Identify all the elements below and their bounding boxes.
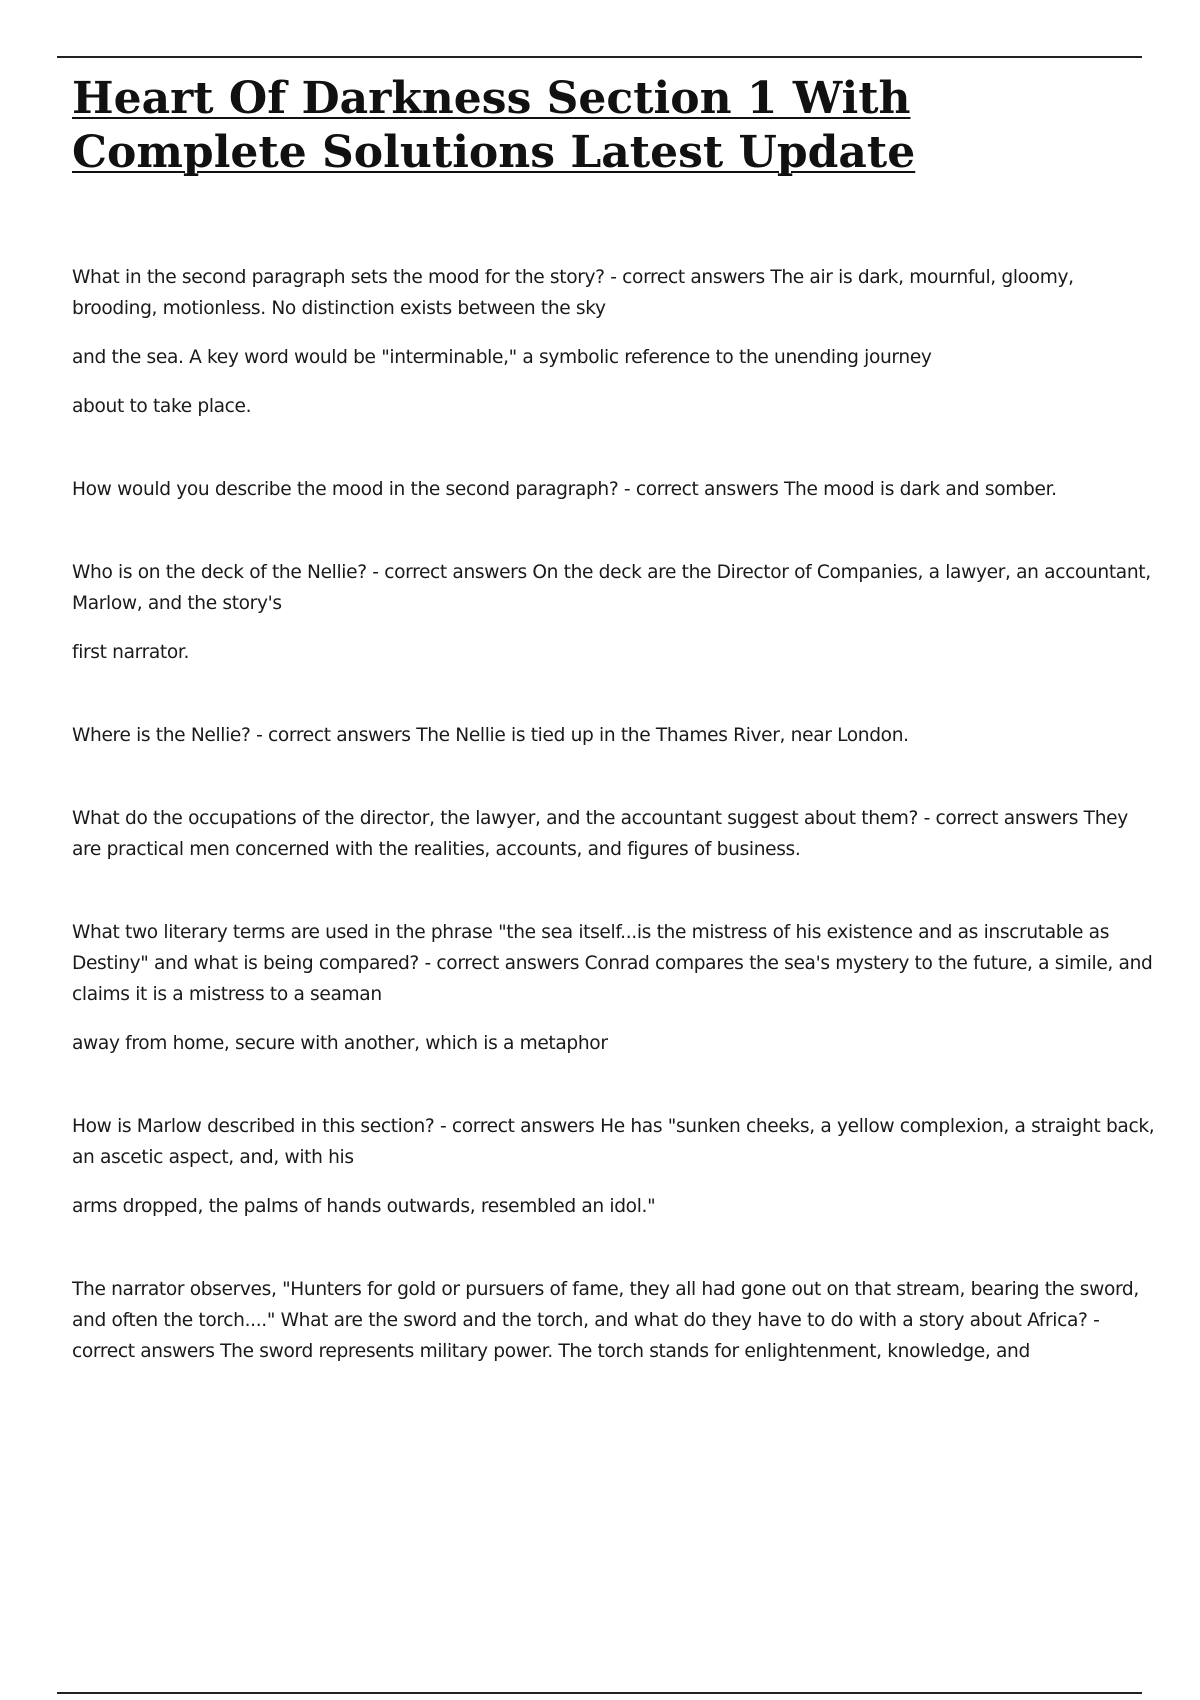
top-rule xyxy=(57,56,1142,58)
qa-line: arms dropped, the palms of hands outwards, resembled an idol." xyxy=(72,1196,656,1217)
qa-line: How would you describe the mood in the second paragraph? - correct answers The mood is dark and somber. xyxy=(72,479,1057,500)
qa-line: first narrator. xyxy=(72,642,190,663)
qa-line: How is Marlow described in this section? - correct answers He has "sunken cheeks, a yellow complexion, a straight back, an ascetic aspect, and, with his xyxy=(72,1116,1155,1168)
qa-line: and the sea. A key word would be "interminable," a symbolic reference to the unending journey xyxy=(72,347,932,368)
qa-item-8 xyxy=(72,1274,1162,1367)
bottom-rule xyxy=(57,1692,1142,1694)
qa-line: What do the occupations of the director, the lawyer, and the accountant suggest about them? - correct answers They are practical men concerned with the realities, accounts, and figures of business. xyxy=(72,808,1128,860)
qa-item-5 xyxy=(72,803,1162,865)
qa-item-3 xyxy=(72,557,1162,668)
qa-item-1 xyxy=(72,262,1162,422)
qa-item-6 xyxy=(72,917,1162,1059)
qa-line: What two literary terms are used in the phrase "the sea itself...is the mistress of his existence and as inscrutable as Destiny" and what is being compared? - correct answers Conrad compares the sea's mystery to the future, a simile, and claims it is a mistress to a seaman xyxy=(72,922,1153,1005)
qa-line: Who is on the deck of the Nellie? - correct answers On the deck are the Director of Companies, a lawyer, an accountant, Marlow, and the story's xyxy=(72,562,1151,614)
qa-line: Where is the Nellie? - correct answers The Nellie is tied up in the Thames River, near London. xyxy=(72,725,909,746)
qa-line: The narrator observes, "Hunters for gold or pursuers of fame, they all had gone out on that stream, bearing the sword, and often the torch...." What are the sword and the torch, and what do they have to do with a story about Africa? - correct answers The sword represents military power. The torch stands for enlightenment, knowledge, and xyxy=(72,1279,1139,1362)
qa-list xyxy=(72,262,1162,1385)
qa-line: about to take place. xyxy=(72,396,252,417)
document-title: Heart Of Darkness Section 1 With Complete Solutions Latest Update xyxy=(72,73,916,178)
qa-item-2 xyxy=(72,474,1162,505)
qa-item-4 xyxy=(72,720,1162,751)
qa-item-7 xyxy=(72,1111,1162,1222)
qa-line: What in the second paragraph sets the mood for the story? - correct answers The air is dark, mournful, gloomy, brooding, motionless. No distinction exists between the sky xyxy=(72,267,1074,319)
qa-line: away from home, secure with another, which is a metaphor xyxy=(72,1033,608,1054)
